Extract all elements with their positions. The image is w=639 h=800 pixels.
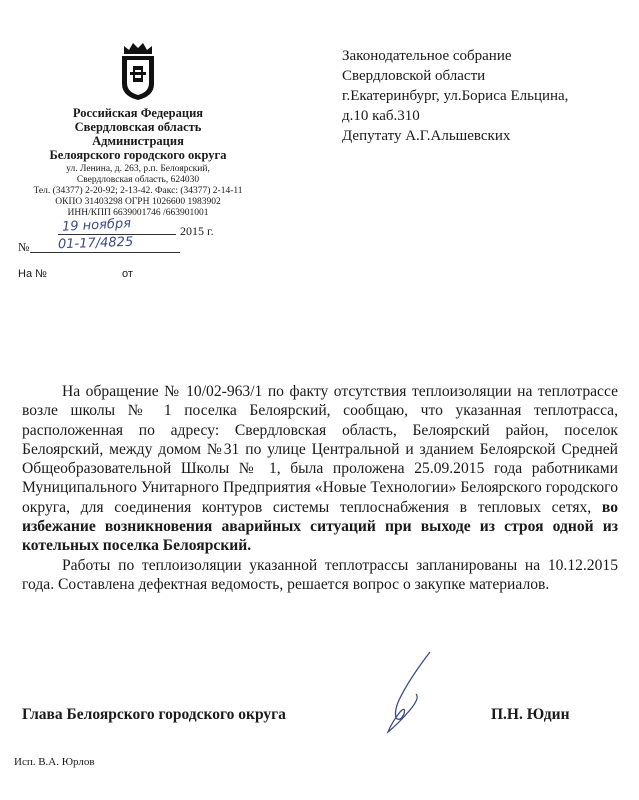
executor-note: Исп. В.А. Юрлов — [14, 756, 95, 768]
ref-na-label: На № — [18, 268, 47, 280]
recipient-line-2: Свердловской области — [342, 68, 486, 84]
sender-address-1: ул. Ленина, д. 263, р.п. Белоярский, — [66, 164, 210, 174]
coat-of-arms-emblem — [116, 42, 160, 102]
signature-title: Глава Белоярского городского округа — [22, 706, 286, 723]
paragraph-1-text: На обращение № 10/02-963/1 по факту отсутствия теплоизоляции на теплотрассе возле школы № 1 поселка Белоярский, сообщаю, что указанная теплотрасса, расположенная по адресу: Свердловская область, Белоярский район, поселок Белоярский, между домом №31 по улице Центральной и зданием Белоярской Средней Общеобразовательной Школы № 1, была проложена 25.09.2015 года работниками Муниципального Унитарного Предприятия «Новые Технологии» Белоярского городского округа, для соединения контуров системы теплоснабжения в тепловых сетях, — [22, 383, 618, 516]
paragraph-2: Работы по теплоизоляции указанной теплотрассы запланированы на 10.12.2015 года. Составлена дефектная ведомость, решается вопрос о закупке материалов. — [22, 556, 618, 593]
sender-address-2: Свердловская область, 624030 — [76, 175, 200, 185]
sender-phone: Тел. (34377) 2-20-92; 2-13-42. Факс: (34377) 2-14-11 — [33, 186, 243, 196]
paragraph-1-bold: во избежание возникновения аварийных ситуаций при выходе из строя одной из котельных поселка Белоярский. — [22, 498, 618, 555]
recipient-line-3: г.Екатеринбург, ул.Бориса Ельцина, — [342, 88, 569, 104]
recipient-block — [342, 46, 568, 146]
sender-administration: Администрация — [92, 134, 184, 148]
handwritten-number: 01-17/4825 — [57, 234, 134, 253]
recipient-line-1: Законодательное собрание — [342, 48, 512, 64]
sender-district: Белоярского городского округа — [49, 148, 227, 162]
ref-ot-label: от — [122, 268, 133, 280]
sender-country: Российская Федерация — [72, 106, 204, 120]
date-year: 2015 г. — [180, 224, 214, 238]
paragraph-1 — [22, 382, 618, 556]
handwritten-date: 19 ноября — [61, 216, 132, 235]
recipient-line-4: д.10 каб.310 — [342, 108, 420, 124]
sender-block — [22, 106, 254, 219]
number-prefix: № — [18, 240, 30, 254]
number-underline — [30, 252, 180, 253]
sender-region: Свердловская область — [74, 120, 202, 134]
sender-okpo: ОКПО 31403298 ОГРН 1026600 1983902 — [55, 197, 221, 207]
signature-name: П.Н. Юдин — [491, 706, 570, 723]
handwritten-signature — [370, 648, 450, 743]
sender-inn: ИНН/КПП 6639001746 /663901001 — [67, 208, 209, 218]
letter-body — [22, 382, 618, 594]
recipient-line-5: Депутату А.Г.Альшевских — [342, 128, 511, 144]
